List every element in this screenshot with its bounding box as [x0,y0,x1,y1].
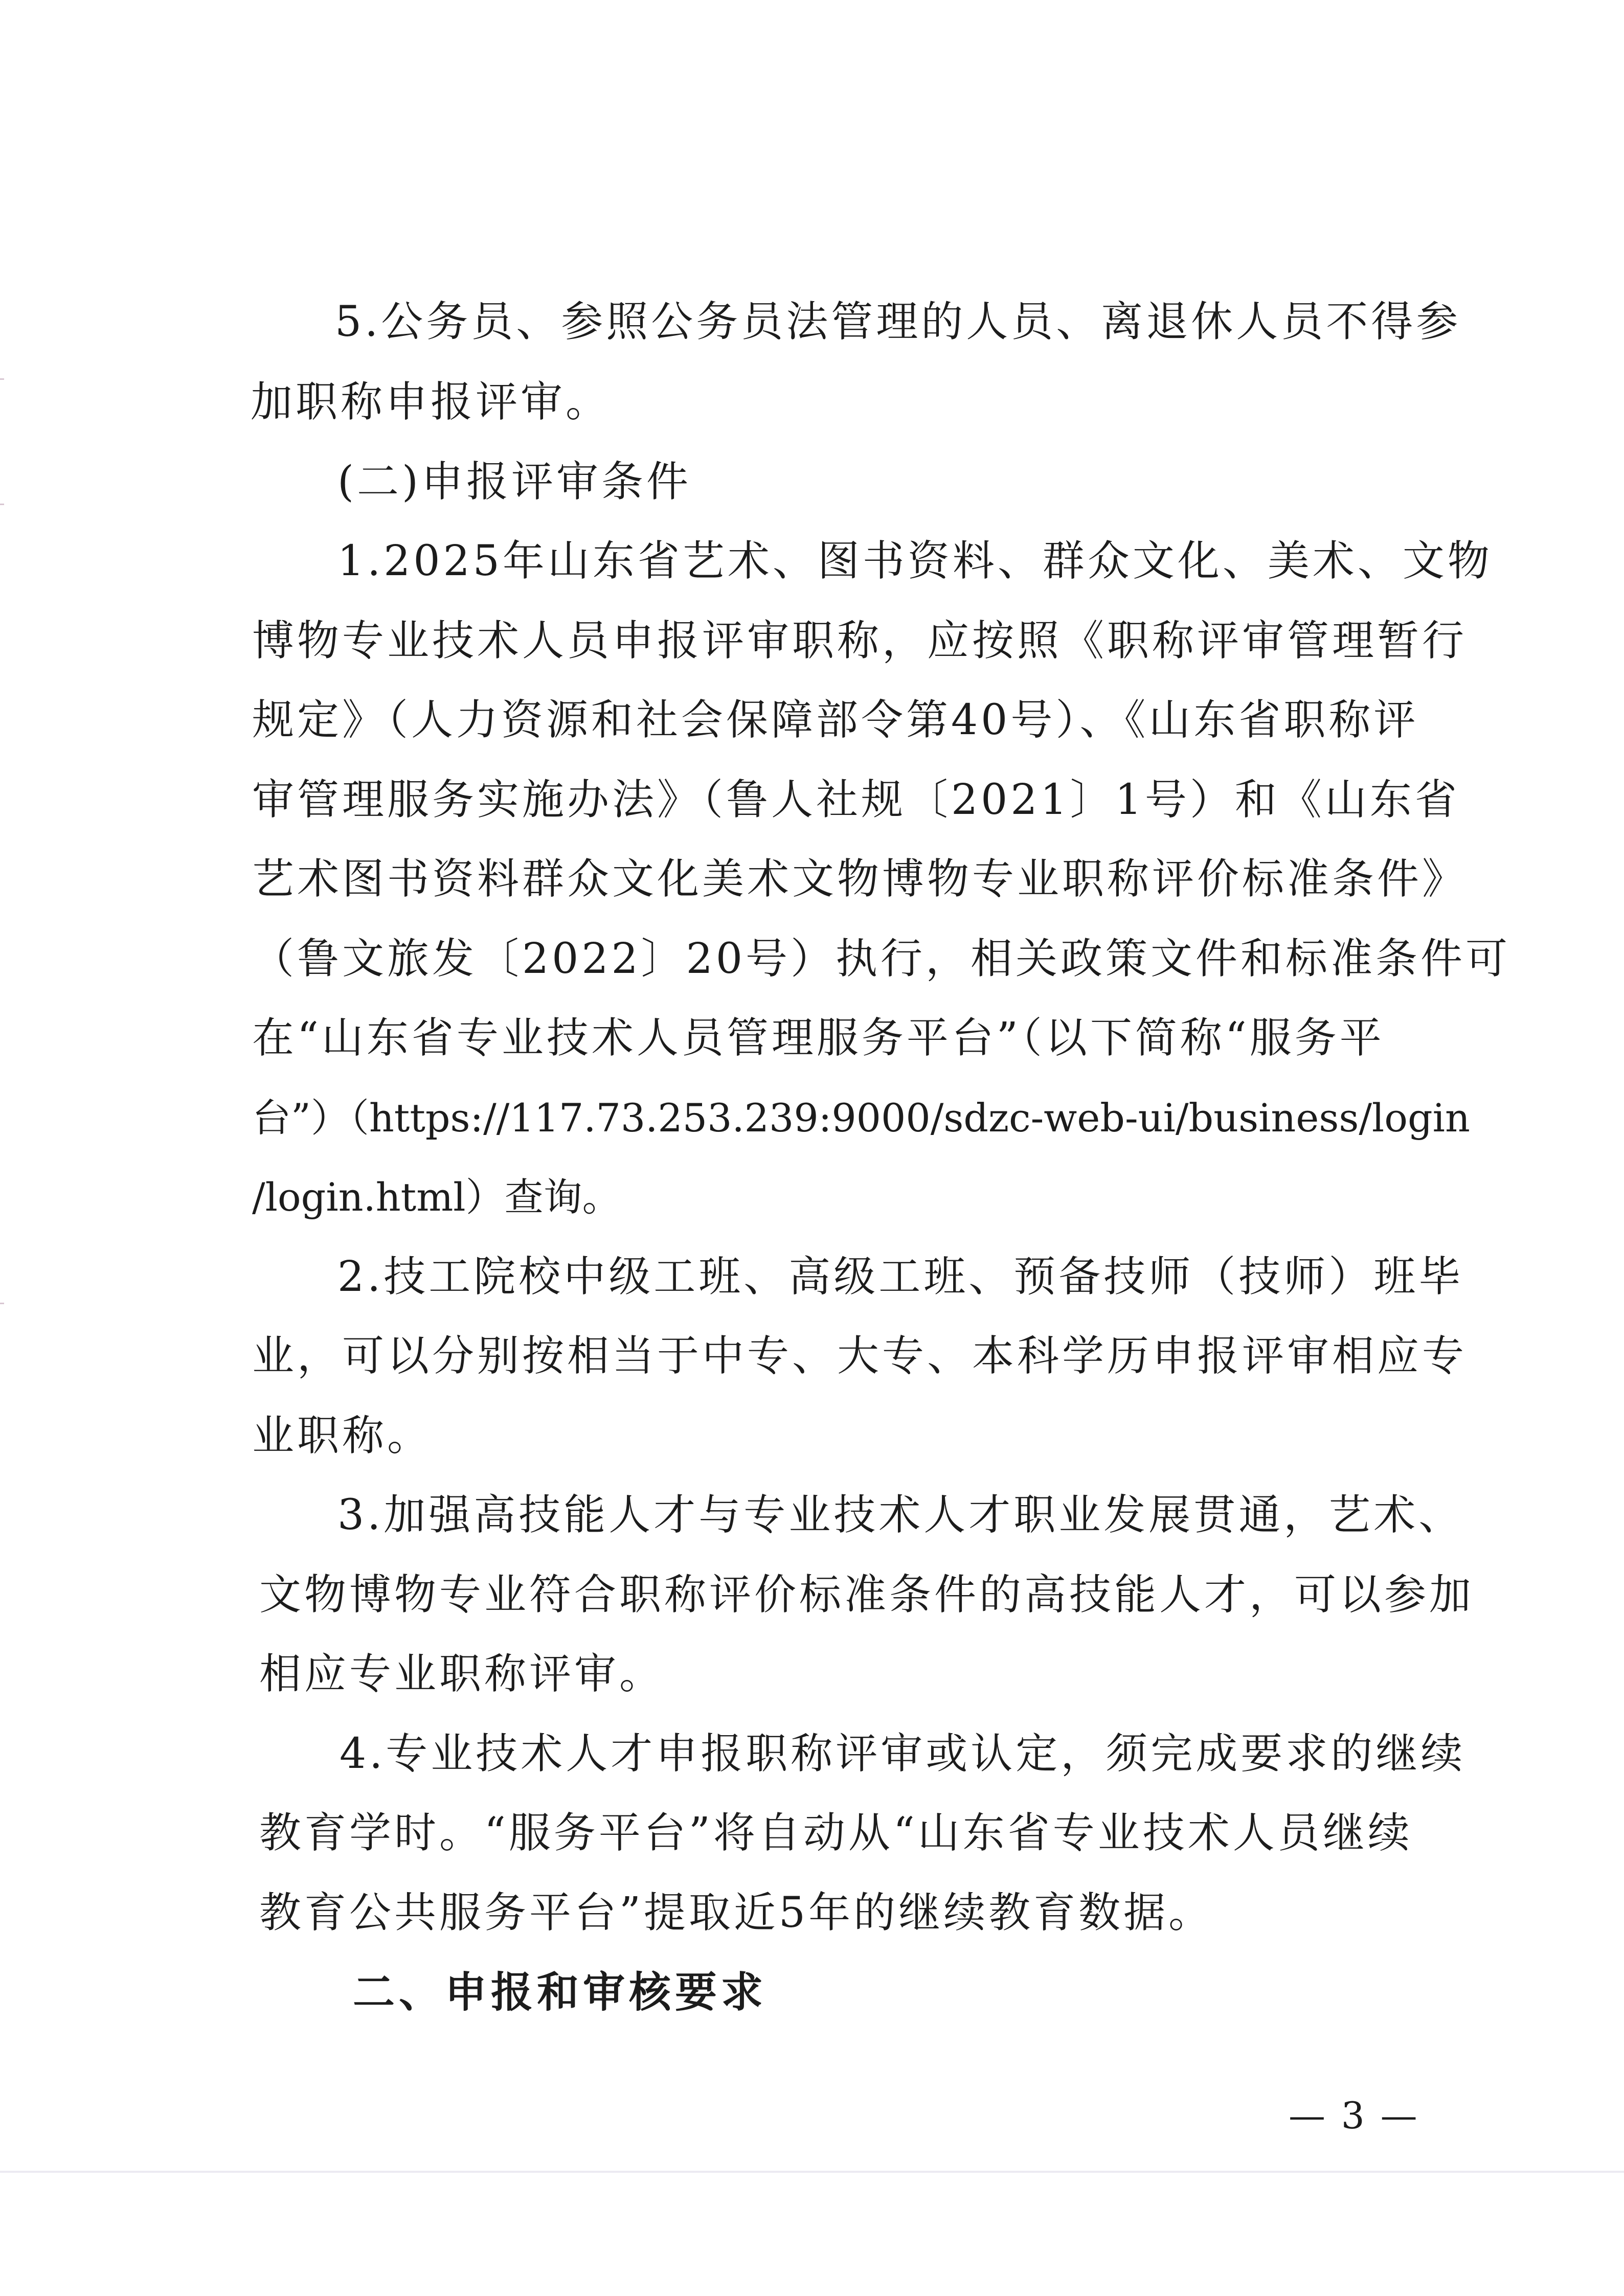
subheading-line: (二)申报评审条件 [337,458,691,506]
paragraph-line: （鲁文旅发〔2022〕20号）执行，相关政策文件和标准条件可 [252,935,1511,983]
paragraph-line: 教育学时。“服务平台”将自动从“山东省专业技术人员继续 [259,1809,1413,1857]
paragraph-line: 4.专业技术人才申报职称评审或认定，须完成要求的继续 [340,1730,1466,1778]
paragraph-line: 审管理服务实施办法》（鲁人社规〔2021〕1号）和《山东省 [252,776,1460,824]
paragraph-line: 加职称申报评审。 [251,378,611,426]
scan-edge-mark [0,1303,4,1304]
scan-edge-mark [0,504,4,505]
paragraph-line: 艺术图书资料群众文化美术文物博物专业职称评价标准条件》 [252,855,1468,903]
paragraph-line: 1.2025年山东省艺术、图书资料、群众文化、美术、文物 [337,537,1493,585]
section-heading: 二、申报和审核要求 [353,1968,768,2017]
paragraph-line: 5.公务员、参照公务员法管理的人员、离退休人员不得参 [335,298,1461,346]
paragraph-line: 文物博物专业符合职称评价标准条件的高技能人才，可以参加 [259,1571,1475,1619]
paragraph-line: 在“山东省专业技术人员管理服务平台”（以下简称“服务平 [252,1014,1385,1062]
paragraph-line: 规定》（人力资源和社会保障部令第40号）、《山东省职称评 [252,696,1419,744]
paragraph-line: 2.技工院校中级工班、高级工班、预备技师（技师）班毕 [337,1253,1464,1301]
paragraph-line: 业职称。 [252,1412,433,1460]
paragraph-line: 相应专业职称评审。 [259,1650,665,1698]
paragraph-line: 博物专业技术人员申报评审职称，应按照《职称评审管理暂行 [252,617,1468,665]
paragraph-line: 3.加强高技能人才与专业技术人才职业发展贯通，艺术、 [337,1491,1464,1539]
scan-edge-mark [0,378,4,380]
paragraph-line: 业，可以分别按相当于中专、大专、本科学历申报评审相应专 [252,1332,1468,1380]
paragraph-line: 教育公共服务平台”提取近5年的继续教育数据。 [259,1889,1214,1937]
page-bottom-rule [0,2171,1624,2173]
paragraph-line-url: /login.html）查询。 [252,1174,621,1220]
paragraph-line-url: 台”）（https://117.73.253.239:9000/sdzc-web-ui/business/login [252,1095,1470,1141]
page-number: — 3 — [1289,2094,1419,2137]
